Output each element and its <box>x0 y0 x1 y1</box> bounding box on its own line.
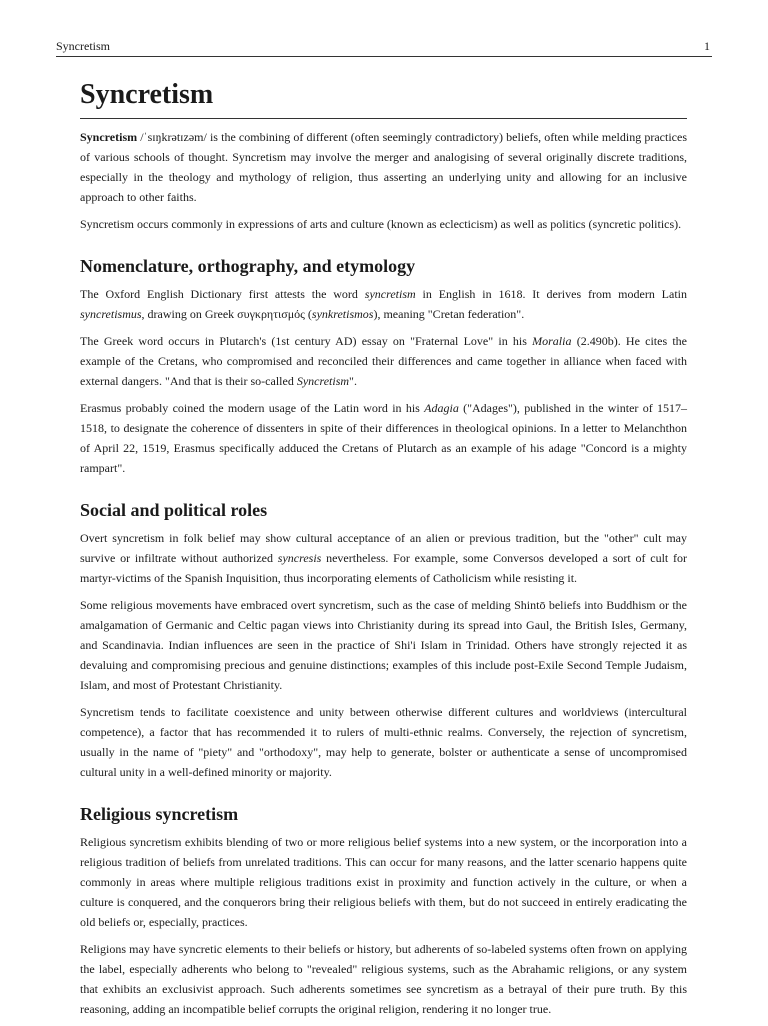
social-paragraph-3: Syncretism tends to facilitate coexistence and unity between otherwise different cultures and worldviews (intercultural competence), a factor that has recommended it to rulers of multi-ethnic realms. Conversely, the rejection of syncretism, usually in the name of "piety" and "orthodoxy", may help to generate, bolster or authenticate a sense of uncompromised cultural unity in a well-defined minority or majority. <box>80 705 687 779</box>
running-header <box>56 38 712 57</box>
text-run: , drawing on Greek συγκρητισμός ( <box>141 307 312 321</box>
text-run: nevertheless. For example, some Conversos developed a sort of cult for martyr-victims of the Spanish Inquisition, thus incorporating elements of Catholicism while resisting it. <box>80 551 687 585</box>
intro-text: /ˈsɪŋkrətɪzəm/ is the combining of different (often seemingly contradictory) beliefs, often while melding practices of various schools of thought. Syncretism may involve the merger and analogising of several originally discrete traditions, especially in the theology and mythology of religion, thus asserting an underlying unity and allowing for an inclusive approach to other faiths. <box>80 130 687 204</box>
religious-paragraph-1: Religious syncretism exhibits blending of two or more religious belief systems into a new system, or the incorporation into a religious tradition of beliefs from unrelated traditions. This can occur for many reasons, and the latter scenario happens quite commonly in areas where multiple religious traditions exist in proximity and function actively in the culture, or when a culture is conquered, and the conquerors bring their religious beliefs with them, but do not succeed in entirely eradicating the old beliefs or, especially, practices. <box>80 835 687 929</box>
social-paragraph-1 <box>80 528 687 588</box>
text-run: The Greek word occurs in Plutarch's (1st century AD) essay on "Fraternal Love" in his <box>80 334 533 348</box>
text-run: The Oxford English Dictionary first attests the word <box>80 287 365 301</box>
section-heading-social: Social and political roles <box>80 500 268 520</box>
social-paragraph-2: Some religious movements have embraced overt syncretism, such as the case of melding Shintō beliefs into Buddhism or the amalgamation of Germanic and Celtic pagan views into Christianity during its spread into Gaul, the British Isles, Germany, and Scandinavia. Indian influences are seen in the practice of Shi'i Islam in Trinidad. Others have strongly rejected it as devaluing and compromising precious and genuine distinctions; examples of this include post-Exile Second Temple Judaism, Islam, and most of Protestant Christianity. <box>80 598 687 692</box>
italic-term: syncretism <box>364 287 416 301</box>
intro-paragraph-2: Syncretism occurs commonly in expressions of arts and culture (known as eclecticism) as well as politics (syncretic politics). <box>80 217 682 231</box>
section-heading-nomenclature: Nomenclature, orthography, and etymology <box>80 256 416 276</box>
text-run: ". <box>349 374 357 388</box>
text-run: in English in 1618. It derives from modern Latin <box>415 287 688 301</box>
nomenclature-paragraph-2 <box>80 331 687 391</box>
text-run: Erasmus probably coined the modern usage of the Latin word in his <box>80 401 425 415</box>
text-run: ), meaning "Cretan federation". <box>373 307 525 321</box>
section-heading-religious: Religious syncretism <box>80 804 239 824</box>
italic-term: syncresis <box>277 551 322 565</box>
text-run: (2.490b). He cites the example of the Cretans, who compromised and reconciled their differences and came together in alliance when faced with external dangers. "And that is their so-called <box>80 334 687 388</box>
nomenclature-paragraph-3 <box>80 398 687 478</box>
article-body <box>80 76 687 1026</box>
intro-term: Syncretism <box>80 130 138 144</box>
intro-paragraph-1 <box>80 127 687 207</box>
article-title: Syncretism <box>80 76 687 119</box>
italic-term: Adagia <box>424 401 459 415</box>
text-run: ("Adages"), published in the winter of 1517–1518, to designate the coherence of dissenters in spite of their differences in theological opinions. In a letter to Melanchthon of April 22, 1519, Erasmus specifically adduced the Cretans of Plutarch as an example of his adage "Concord is a mighty rampart". <box>80 401 687 475</box>
italic-term: Moralia <box>532 334 572 348</box>
italic-term: syncretismus <box>80 307 142 321</box>
page-number: 1 <box>704 39 710 53</box>
text-run: Overt syncretism in folk belief may show cultural acceptance of an alien or previous tradition, but the "other" cult may survive or infiltrate without authorized <box>80 531 687 565</box>
nomenclature-paragraph-1 <box>80 284 687 324</box>
running-title: Syncretism <box>56 39 110 53</box>
italic-term: synkretismos <box>311 307 374 321</box>
italic-term: Syncretism <box>296 374 350 388</box>
religious-paragraph-2: Religions may have syncretic elements to their beliefs or history, but adherents of so-labeled systems often frown on applying the label, especially adherents who belong to "revealed" religious systems, such as the Abrahamic religions, or any system that exhibits an exclusivist approach. Such adherents sometimes see syncretism as a betrayal of their pure truth. By this reasoning, adding an incompatible belief corrupts the original religion, rendering it no longer true. <box>80 942 687 1016</box>
